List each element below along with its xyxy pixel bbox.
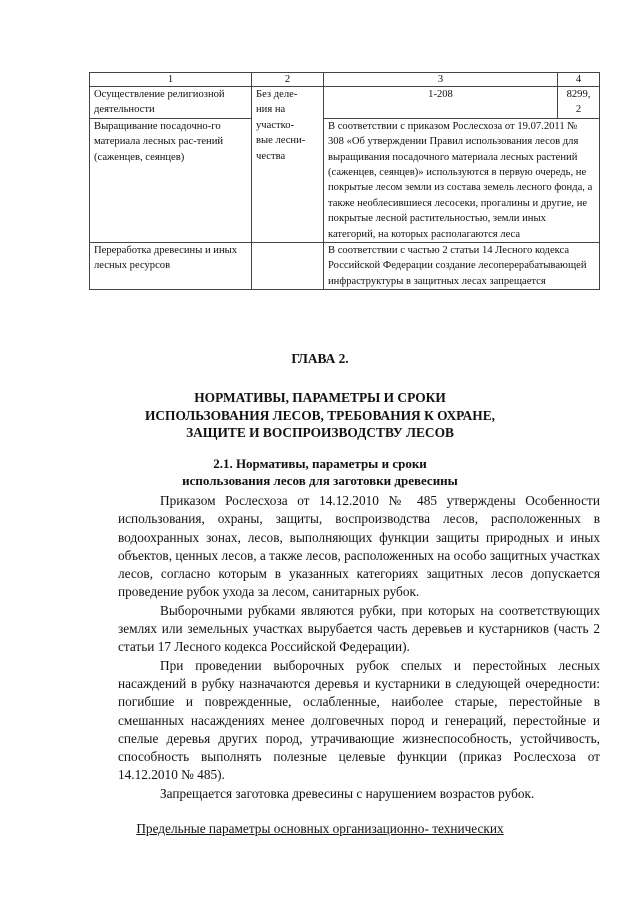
description-cell: В соответствии с частью 2 статьи 14 Лесного кодекса Российской Федерации создание лесоперерабатывающей инфраструктуры в защитных лесах запрещается: [324, 243, 600, 290]
chapter-title-line: ИСПОЛЬЗОВАНИЯ ЛЕСОВ, ТРЕБОВАНИЯ К ОХРАНЕ,: [144, 407, 496, 423]
activity-cell: Переработка древесины и иных лесных ресурсов: [90, 243, 252, 290]
empty-cell: [252, 243, 324, 290]
forest-use-table: [89, 72, 600, 290]
table-row: [90, 87, 600, 119]
header-cell-4: 4: [558, 73, 600, 87]
activity-cell: Осуществление религиозной деятельности: [90, 87, 252, 119]
table-header-row: [90, 73, 600, 87]
section-title-line: 2.1. Нормативы, параметры и сроки: [213, 456, 427, 471]
paragraph: Выборочными рубками являются рубки, при которых на соответствующих землях или земельных участках вырубается часть деревьев и кустарников (часть 2 статьи 17 Лесного кодекса Российской Федерации).: [118, 602, 600, 655]
paragraph: Приказом Рослесхоза от 14.12.2010 № 485 утверждены Особенности использования, охраны, защиты, воспроизводства лесов, расположенных в водоохранных зонах, лесов, выполняющих функции защиты природных и иных объектов, ценных лесов, а также лесов, расположенных на особо защитных участках лесов, согласно которым в указанных категориях защитных лесов допускается проведение рубок ухода за лесом, санитарных рубок.: [118, 493, 600, 600]
section-title-line: использования лесов для заготовки древесины: [182, 473, 458, 488]
body-text: [118, 492, 600, 803]
description-cell: В соответствии с приказом Рослесхоза от 19.07.2011 № 308 «Об утверждении Правил использования лесов для выращивания посадочного материала лесных растений (саженцев, сеянцев)» используются в первую очередь, не покрытые лесом земли из состава земель лесного фонда, а также необлесившиеся лесосеки, прогалины и другие, не покрытые лесной растительностью, земли иных категорий, на которых располагаются леса: [324, 118, 600, 242]
paragraph: Запрещается заготовка древесины с нарушением возрастов рубок.: [160, 785, 535, 801]
division-cell: Без деле- ния на участко- вые лесни- чества: [252, 87, 324, 243]
header-cell-1: 1: [90, 73, 252, 87]
header-cell-2: 2: [252, 73, 324, 87]
chapter-title-line: НОРМАТИВЫ, ПАРАМЕТРЫ И СРОКИ: [194, 390, 446, 405]
header-cell-3: 3: [324, 73, 558, 87]
table-row: [90, 243, 600, 290]
section-title: [0, 455, 640, 489]
chapter-title: [0, 389, 640, 442]
paragraph: При проведении выборочных рубок спелых и перестойных лесных насаждений в рубку назначаются деревья и кустарники в следующей очередности: погибшие и поврежденные, ослабленные, наиболее старые, перестойные в смешанных насаждениях менее долговечных пород и генераций, перестойные и спелые деревья других пород, утрачивающие жизнеспособность, устойчивость, способность выполнять полезные целевые функции (приказ Рослесхоза от 14.12.2010 № 485).: [118, 657, 600, 783]
table-row: [90, 118, 600, 242]
quarter-range-cell: 1-208: [324, 87, 558, 119]
area-cell: 8299, 2: [558, 87, 600, 119]
subheading-underlined: Предельные параметры основных организационно- технических: [136, 821, 504, 836]
activity-cell: Выращивание посадочно-го материала лесных рас-тений (саженцев, сеянцев): [90, 118, 252, 242]
chapter-number: ГЛАВА 2.: [291, 351, 349, 366]
chapter-title-line: ЗАЩИТЕ И ВОСПРОИЗВОДСТВУ ЛЕСОВ: [186, 425, 454, 441]
